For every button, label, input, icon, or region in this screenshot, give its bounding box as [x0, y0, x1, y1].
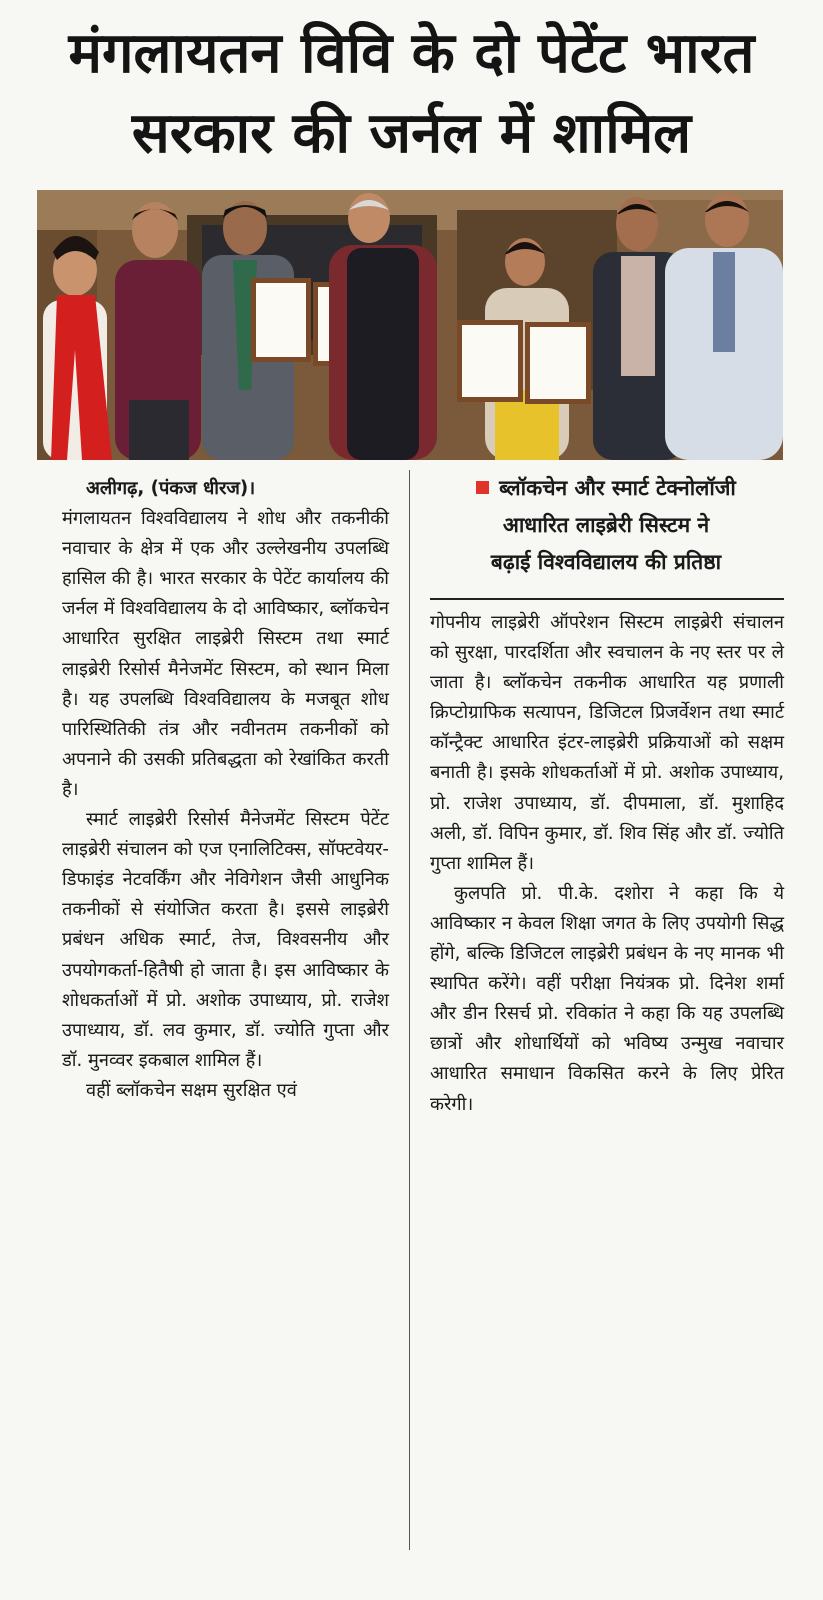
red-square-bullet-icon [476, 481, 489, 494]
headline-line-1: मंगलायतन विवि के दो पेटेंट भारत [68, 21, 755, 86]
left-paragraph-2: स्मार्ट लाइब्रेरी रिसोर्स मैनेजमेंट सिस्टम पेटेंट लाइब्रेरी संचालन को एज एनालिटिक्स, सॉफ्टवेयर-डिफाइंड नेटवर्किंग और नेविगेशन जैसी आधुनिक तकनीकों से संयोजित करता है। इससे लाइब्रेरी प्रबंधन अधिक स्मार्ट, तेज, विश्वसनीय और उपयोगकर्ता-हितैषी हो जाता है। इस आविष्कार के शोधकर्ताओं में प्रो. अशोक उपाध्याय, प्रो. राजेश उपाध्याय, डॉ. लव कुमार, डॉ. ज्योति गुप्ता और डॉ. मुनव्वर इकबाल शामिल हैं। [62, 809, 389, 1071]
subheadline [428, 470, 784, 581]
subhead-line-2: आधारित लाइब्रेरी सिस्टम ने [502, 513, 710, 537]
headline-line-2: सरकार की जर्नल में शामिल [131, 101, 692, 166]
subhead-line-1: ब्लॉकचेन और स्मार्ट टेक्नोलॉजी [499, 476, 736, 500]
dateline: अलीगढ़, (पंकज धीरज)। [86, 478, 256, 499]
left-column [62, 474, 389, 1106]
subhead-rule [430, 598, 784, 600]
headline [0, 14, 823, 174]
right-paragraph-2: कुलपति प्रो. पी.के. दशोरा ने कहा कि ये आविष्कार न केवल शिक्षा जगत के लिए उपयोगी सिद्ध होंगे, बल्कि डिजिटल लाइब्रेरी प्रबंधन के नए मानक भी स्थापित करेंगे। वहीं परीक्षा नियंत्रक प्रो. दिनेश शर्मा और डीन रिसर्च प्रो. रविकांत ने कहा कि यह उपलब्धि छात्रों और शोधार्थियों को भविष्य उन्मुख नवाचार आधारित समाधान विकसित करने के लिए प्रेरित करेगी। [430, 882, 784, 1115]
news-photo [37, 190, 783, 460]
right-paragraph-1: गोपनीय लाइब्रेरी ऑपरेशन सिस्टम लाइब्रेरी संचालन को सुरक्षा, पारदर्शिता और स्वचालन के नए स्तर पर ले जाता है। ब्लॉकचेन तकनीक आधारित यह प्रणाली क्रिप्टोग्राफिक सत्यापन, डिजिटल प्रिजर्वेशन तथा स्मार्ट कॉन्ट्रैक्ट आधारित इंटर-लाइब्रेरी प्रक्रियाओं को सक्षम बनाती है। इसके शोधकर्ताओं में प्रो. अशोक उपाध्याय, प्रो. राजेश उपाध्याय, डॉ. दीपमाला, डॉ. मुशाहिद अली, डॉ. विपिन कुमार, डॉ. शिव सिंह और डॉ. ज्योति गुप्ता शामिल हैं। [430, 612, 784, 874]
column-divider [409, 470, 410, 1550]
left-paragraph-3: वहीं ब्लॉकचेन सक्षम सुरक्षित एवं [86, 1079, 297, 1101]
subhead-line-3: बढ़ाई विश्वविद्यालय की प्रतिष्ठा [490, 550, 722, 574]
right-column [430, 608, 784, 1120]
photo-of-nine-people-holding-certificates-icon [37, 190, 783, 460]
left-paragraph-1: मंगलायतन विश्वविद्यालय ने शोध और तकनीकी नवाचार के क्षेत्र में एक और उल्लेखनीय उपलब्धि हासिल की है। भारत सरकार के पेटेंट कार्यालय की जर्नल में विश्वविद्यालय के दो आविष्कार, ब्लॉकचेन आधारित सुरक्षित लाइब्रेरी सिस्टम तथा स्मार्ट लाइब्रेरी रिसोर्स मैनेजमेंट सिस्टम, को स्थान मिला है। यह उपलब्धि विश्वविद्यालय के मजबूत शोध पारिस्थितिकी तंत्र और नवीनतम तकनीकों को अपनाने की उसकी प्रतिबद्धता को रेखांकित करती है। [62, 508, 389, 800]
